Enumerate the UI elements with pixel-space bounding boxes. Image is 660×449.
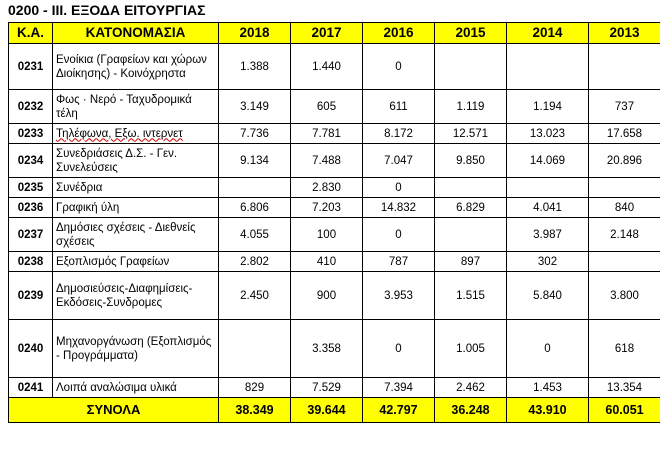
value-cell [219,178,291,198]
value-cell: 1.119 [435,90,507,124]
row-code: 0240 [9,320,53,378]
value-cell: 13.023 [507,124,589,144]
value-cell: 787 [363,252,435,272]
value-cell: 12.571 [435,124,507,144]
row-name: Μηχανοργάνωση (Εξοπλισμός - Προγράμματα) [53,320,219,378]
value-cell: 897 [435,252,507,272]
table-row [9,44,660,90]
value-cell: 3.800 [589,272,660,320]
value-cell: 605 [291,90,363,124]
row-name: Γραφική ύλη [53,198,219,218]
value-cell: 7.488 [291,144,363,178]
value-cell: 6.806 [219,198,291,218]
table-row [9,272,660,320]
page-title: 0200 - III. ΕΞΟΔΑ ΕΙΤΟΥΡΓΙΑΣ [8,2,206,18]
value-cell [507,178,589,198]
value-cell: 14.832 [363,198,435,218]
value-cell: 1.388 [219,44,291,90]
table-row [9,144,660,178]
totals-row [9,398,660,423]
row-name: Φως · Νερό - Ταχυδρομικά τέλη [53,90,219,124]
value-cell [507,44,589,90]
row-name: Ενοίκια (Γραφείων και χώρων Διοίκησης) - Κοινόχρηστα [53,44,219,90]
value-cell: 7.203 [291,198,363,218]
table-row [9,124,660,144]
value-cell: 7.394 [363,378,435,398]
value-cell: 0 [507,320,589,378]
value-cell [589,44,660,90]
value-cell: 1.440 [291,44,363,90]
value-cell: 0 [363,178,435,198]
table-row [9,218,660,252]
row-code: 0239 [9,272,53,320]
value-cell: 1.005 [435,320,507,378]
row-name: Τηλέφωνα, Εξω. ιντερνετ [53,124,219,144]
row-code: 0232 [9,90,53,124]
value-cell: 7.781 [291,124,363,144]
value-cell: 4.055 [219,218,291,252]
value-cell: 0 [363,218,435,252]
value-cell: 13.354 [589,378,660,398]
row-code: 0235 [9,178,53,198]
value-cell: 3.987 [507,218,589,252]
value-cell [589,252,660,272]
table-row [9,252,660,272]
value-cell: 7.529 [291,378,363,398]
value-cell: 2.830 [291,178,363,198]
value-cell [435,178,507,198]
header-year: 2017 [291,23,363,44]
header-name: ΚΑΤΟΝΟΜΑΣΙΑ [53,23,219,44]
value-cell: 2.462 [435,378,507,398]
value-cell: 618 [589,320,660,378]
value-cell: 3.358 [291,320,363,378]
header-year: 2016 [363,23,435,44]
value-cell: 840 [589,198,660,218]
header-year: 2018 [219,23,291,44]
table-row [9,90,660,124]
header-year: 2015 [435,23,507,44]
value-cell: 410 [291,252,363,272]
row-code: 0237 [9,218,53,252]
value-cell: 4.041 [507,198,589,218]
value-cell: 5.840 [507,272,589,320]
value-cell: 0 [363,320,435,378]
table-row [9,320,660,378]
value-cell: 20.896 [589,144,660,178]
row-name: Εξοπλισμός Γραφείων [53,252,219,272]
header-year: 2013 [589,23,660,44]
row-code: 0233 [9,124,53,144]
row-name: Δημόσιες σχέσεις - Διεθνείς σχέσεις [53,218,219,252]
value-cell: 3.953 [363,272,435,320]
total-cell: 42.797 [363,398,435,423]
row-name: Δημοσιεύσεις-Διαφημίσεις-Εκδόσεις-Συνδρομες [53,272,219,320]
value-cell: 7.736 [219,124,291,144]
value-cell: 6.829 [435,198,507,218]
total-cell: 60.051 [589,398,660,423]
value-cell: 900 [291,272,363,320]
total-cell: 38.349 [219,398,291,423]
value-cell: 100 [291,218,363,252]
value-cell: 1.194 [507,90,589,124]
value-cell: 2.450 [219,272,291,320]
value-cell: 737 [589,90,660,124]
value-cell: 1.515 [435,272,507,320]
header-row [9,23,660,44]
row-code: 0236 [9,198,53,218]
value-cell [435,44,507,90]
value-cell: 829 [219,378,291,398]
row-name: Συνεδριάσεις Δ.Σ. - Γεν. Συνελεύσεις [53,144,219,178]
value-cell: 9.850 [435,144,507,178]
value-cell: 14.069 [507,144,589,178]
row-code: 0238 [9,252,53,272]
value-cell: 1.453 [507,378,589,398]
row-code: 0231 [9,44,53,90]
value-cell: 17.658 [589,124,660,144]
header-code: Κ.Α. [9,23,53,44]
total-cell: 39.644 [291,398,363,423]
value-cell: 3.149 [219,90,291,124]
table-row [9,178,660,198]
expenses-table [8,22,660,423]
value-cell [589,178,660,198]
table-row [9,378,660,398]
row-code: 0234 [9,144,53,178]
value-cell: 9.134 [219,144,291,178]
total-cell: 36.248 [435,398,507,423]
value-cell [219,320,291,378]
value-cell: 0 [363,44,435,90]
table-row [9,198,660,218]
value-cell: 7.047 [363,144,435,178]
value-cell: 611 [363,90,435,124]
header-year: 2014 [507,23,589,44]
row-name: Συνέδρια [53,178,219,198]
row-code: 0241 [9,378,53,398]
value-cell: 8.172 [363,124,435,144]
total-cell: 43.910 [507,398,589,423]
value-cell: 302 [507,252,589,272]
row-name: Λοιπά αναλώσιμα υλικά [53,378,219,398]
totals-label: ΣΥΝΟΛΑ [9,398,219,423]
value-cell: 2.802 [219,252,291,272]
value-cell: 2.148 [589,218,660,252]
value-cell [435,218,507,252]
